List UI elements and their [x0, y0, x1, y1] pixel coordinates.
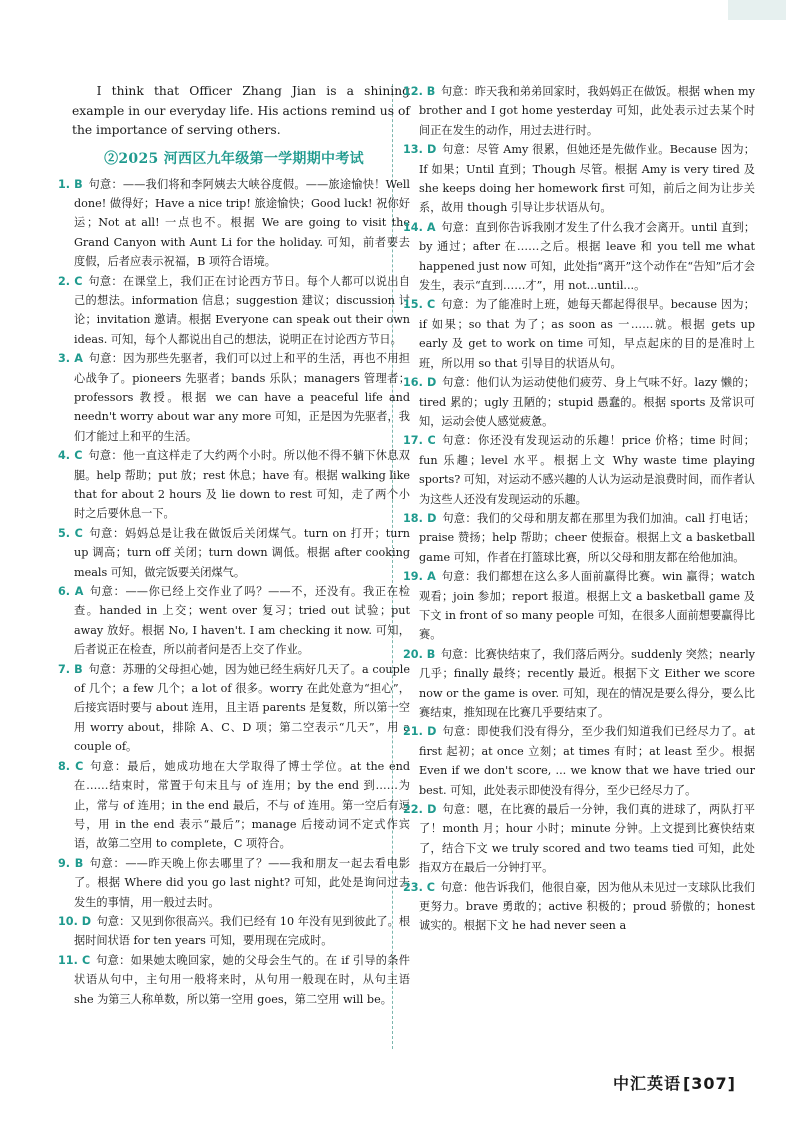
answer-number: 13. D [403, 143, 437, 157]
answer-item [403, 722, 755, 800]
answer-number: 19. A [403, 570, 436, 584]
answer-explanation: 句意：比赛快结束了，我们落后两分。suddenly 突然；nearly 几乎；finally 最终；recently 最近。根据下文 Either we score now or the game is over. 可知，现在的情况是要么得分，要么比赛结束，推知现在比赛几乎要结束了。 [419, 647, 755, 719]
answer-item [403, 295, 755, 373]
left-answer-list [58, 175, 410, 1009]
answer-number: 11. C [58, 953, 91, 967]
right-column [403, 82, 755, 936]
answer-explanation: 句意：又见到你很高兴。我们已经有 10 年没有见到彼此了。根据时间状语 for ten years 可知，要用现在完成时。 [74, 914, 411, 948]
answer-explanation: 句意：最后，她成功地在大学取得了博士学位。at the end 在……结束时，常置于句末且与 of 连用；by the end 到……为止，常与 of 连用；in the end 最后，不与 of 连用。第一空后有逗号，用 in the end 表示“最后”；manage 后接动词不定式作宾语，故第二空用 to complete，C 项符合。 [74, 759, 411, 851]
answer-item [58, 175, 410, 272]
answer-item [58, 446, 410, 524]
left-column [58, 82, 410, 1009]
answer-number: 3. A [58, 352, 83, 366]
answer-item [403, 373, 755, 431]
answer-item [403, 140, 755, 218]
answer-explanation: 句意：直到你告诉我刚才发生了什么我才会离开。until 直到；by 通过；after 在……之后。根据 leave 和 you tell me what happened just now 可知，此处指“离开”这个动作在“告知”后才会发生，表示“直到……才”，用 not...until...。 [419, 220, 756, 293]
answer-explanation: 句意：——你已经上交作业了吗？——不，还没有。我正在检查。handed in 上交；went over 复习；tried out 试验；put away 放好。根据 No, I haven't. I am checking it now. 可知，后者说正在检查，所以前者问是否上交了作业。 [74, 585, 410, 657]
answer-item [58, 660, 410, 757]
corner-tab [728, 0, 786, 20]
answer-item [403, 878, 755, 936]
answer-number: 8. C [58, 759, 84, 773]
answer-number: 7. B [58, 662, 83, 676]
answer-number: 16. D [403, 376, 437, 390]
answer-explanation: 句意：即使我们没有得分，至少我们知道我们已经尽力了。at first 起初；at once 立刻；at times 有时；at least 至少。根据 Even if we don't score, ... we know that we have tried our best. 可知，此处表示即使没有得分，至少已经尽力了。 [419, 725, 756, 797]
answer-number: 9. B [58, 856, 84, 870]
answer-explanation: 句意：因为那些先驱者，我们可以过上和平的生活，再也不用担心战争了。pioneers 先驱者；bands 乐队；managers 管理者；professors 教授。根据 we can have a peaceful life and needn't worry about war any more 可知，正是因为先驱者，我们才能过上和平的生活。 [74, 352, 410, 443]
answer-explanation: 句意：我们都想在这么多人面前赢得比赛。win 赢得；watch 观看；join 参加；report 报道。根据上文 a basketball game 及下文 in front of so many people 可知，在很多人面前想要赢得比赛。 [419, 570, 755, 642]
answer-item [58, 912, 410, 951]
answer-explanation: 句意：你还没有发现运动的乐趣！price 价格；time 时间；fun 乐趣；level 水平。根据上文 Why waste time playing sports? 可知，对运动不感兴趣的人认为运动是浪费时间，而作者认为这些人还没有发现运动的乐趣。 [419, 434, 755, 506]
answer-number: 10. D [58, 914, 92, 928]
answer-item [58, 757, 410, 854]
answer-explanation: 句意：他一直这样走了大约两个小时。所以他不得不躺下休息双腿。help 帮助；put 放；rest 休息；have 有。根据 walking like that for about 2 hours 及 lie down to rest 可知，走了两个小时之后要休息一下。 [74, 449, 410, 521]
answer-number: 2. C [58, 274, 83, 288]
answer-explanation: 句意：为了能准时上班，她每天都起得很早。because 因为；if 如果；so that 为了；as soon as 一……就。根据 gets up early 及 get to work on time 可知，早点起床的目的是准时上班，所以用 so that 引导目的状语从句。 [419, 298, 755, 370]
answer-number: 23. C [403, 880, 435, 894]
answer-number: 6. A [58, 585, 84, 599]
intro-paragraph: I think that Officer Zhang Jian is a shining example in our everyday life. His actions remind us of the importance of serving others. [72, 84, 410, 137]
answer-item [58, 524, 410, 582]
answer-explanation: 句意：尽管 Amy 很累，但她还是先做作业。Because 因为；If 如果；Until 直到；Though 尽管。根据 Amy is very tired 及 she keeps doing her homework first 可知，前后之间为让步关系，故用 though 引导让步状语从句。 [419, 143, 755, 215]
section-heading: ②2025 河西区九年级第一学期期中考试 [104, 150, 364, 167]
answer-number: 5. C [58, 526, 83, 540]
series-name: 中汇英语 [612, 1074, 681, 1093]
answer-item [58, 951, 410, 1009]
answer-number: 4. C [58, 449, 83, 463]
answer-item [403, 645, 755, 723]
answer-number: 20. B [403, 647, 436, 661]
answer-number: 17. C [403, 434, 436, 448]
answer-number: 1. B [58, 177, 83, 191]
answer-explanation: 句意：他们认为运动使他们疲劳、身上气味不好。lazy 懒的；tired 累的；ugly 丑陋的；stupid 愚蠢的。根据 sports 及常识可知，运动会使人感觉疲惫。 [419, 376, 755, 428]
answer-item [403, 567, 755, 645]
answer-explanation: 句意：在课堂上，我们正在讨论西方节日。每个人都可以说出自己的想法。information 信息；suggestion 建议；discussion 讨论；invitation 邀请。根据 Everyone can speak out their own ideas. 可知，每个人都说出自己的想法，说明正在讨论西方节日。 [74, 274, 410, 346]
answer-number: 21. D [403, 725, 437, 739]
answer-number: 18. D [403, 511, 437, 525]
answer-item [403, 431, 755, 509]
page-footer [613, 1071, 736, 1094]
answer-item [58, 854, 410, 912]
answer-explanation: 句意：——我们将和李阿姨去大峡谷度假。——旅途愉快！Well done! 做得好；Have a nice trip! 旅途愉快；Good luck! 祝你好运；Not at all! 一点也不。根据 We are going to visit the Grand Canyon with Aunt Li for the holiday. 可知，前者要去度假，后者应表示祝福，B 项符合语境。 [74, 177, 410, 269]
answer-explanation: 句意：我们的父母和朋友都在那里为我们加油。call 打电话；praise 赞扬；help 帮助；cheer 使振奋。根据上文 a basketball game 可知，作者在打篮球比赛，所以父母和朋友都在给他加油。 [419, 511, 755, 564]
answer-explanation: 句意：苏珊的父母担心她，因为她已经生病好几天了。a couple of 几个；a few 几个；a lot of 很多。worry 在此处意为“担心”，后接宾语时要与 about 连用，且主语 parents 是复数，所以第一空用 worry about，排除 A、C、D 项；第二空表示“几天”，用 a couple of。 [74, 662, 410, 754]
answer-number: 22. D [403, 803, 437, 817]
answer-number: 12. B [403, 85, 436, 98]
answer-explanation: 句意：——昨天晚上你去哪里了？——我和朋友一起去看电影了。根据 Where did you go last night? 可知，此处是询问过去发生的事情，用一般过去时。 [74, 856, 410, 909]
answer-item [403, 800, 755, 878]
answer-explanation: 句意：嗯，在比赛的最后一分钟，我们真的进球了，两队打平了！month 月；hour 小时；minute 分钟。上文提到比赛快结束了，结合下文 we truly scored and two teams tied 可知，此处指双方在最后一分钟打平。 [419, 803, 755, 875]
answer-number: 15. C [403, 298, 436, 312]
answer-item [58, 349, 410, 446]
answer-explanation: 句意：妈妈总是让我在做饭后关闭煤气。turn on 打开；turn up 调高；turn off 关闭；turn down 调低。根据 after cooking meals 可知，做完饭要关闭煤气。 [74, 526, 411, 579]
answer-item [403, 218, 755, 296]
answer-item [403, 509, 755, 567]
answer-number: 14. A [403, 220, 436, 234]
answer-explanation: 句意：昨天我和弟弟回家时，我妈妈正在做饭。根据 when my brother and I got home yesterday 可知，此处表示过去某个时间正在发生的动作，用过去进行时。 [419, 85, 755, 137]
answer-explanation: 句意：如果她太晚回家，她的父母会生气的。在 if 引导的条件状语从句中，主句用一般将来时，从句用一般现在时，从句主语 she 为第三人称单数，所以第一空用 goes，第二空用 will be。 [74, 953, 410, 1006]
answer-item [58, 272, 410, 350]
answer-item [403, 82, 755, 140]
right-answer-list [403, 82, 755, 936]
answer-explanation: 句意：他告诉我们，他很自豪，因为他从未见过一支球队比我们更努力。brave 勇敢的；active 积极的；proud 骄傲的；honest 诚实的。根据下文 he had never seen a [419, 880, 755, 933]
page-number: [307] [682, 1074, 736, 1093]
answer-item [58, 582, 410, 660]
